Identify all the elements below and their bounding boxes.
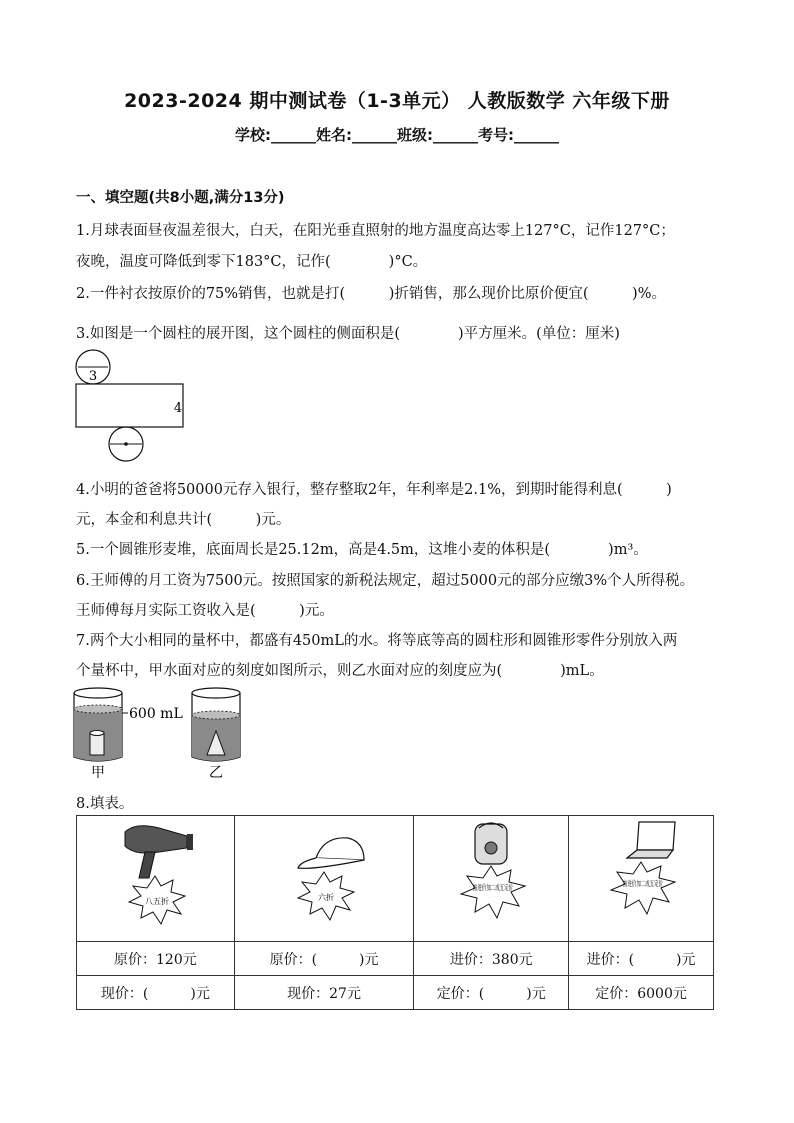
badge-text: 按进价加二成五定价 [623, 878, 691, 888]
table-row [77, 976, 714, 1010]
question-5: 5.一个圆锥形麦堆，底面周长是25.12m，高是4.5m，这堆小麦的体积是( )m³。 [76, 542, 648, 558]
table-cell-hairdryer [77, 816, 235, 942]
table-cell-cap [234, 816, 414, 942]
hairdryer-icon [95, 818, 215, 936]
cup-mark-label: 600 mL [129, 706, 183, 722]
radius-label: 3 [88, 369, 98, 384]
question-2: 2.一件衬衣按原价的75%销售，也就是打( )折销售，那么现价比原价便宜( )%。 [76, 286, 666, 302]
table-cell: 现价：27元 [234, 976, 414, 1010]
table-cell-laptop [569, 816, 714, 942]
question-4-line-1: 4.小明的爸爸将50000元存入银行，整存整取2年，年利率是2.1%，到期时能得利息( ) [76, 482, 672, 498]
table-cell: 现价：( )元 [77, 976, 235, 1010]
question-6-line-2: 王师傅每月实际工资收入是( )元。 [76, 603, 334, 619]
question-1-line-2: 夜晚，温度可降低到零下183°C，记作( )°C。 [76, 254, 428, 270]
question-8: 8.填表。 [76, 796, 134, 812]
table-cell: 进价：380元 [414, 942, 569, 976]
cap-icon [264, 818, 384, 936]
badge-text: 八五折 [145, 896, 170, 906]
question-6-line-1: 6.王师傅的月工资为7500元。按照国家的新税法规定，超过5000元的部分应缴3%个人所得税。 [76, 573, 695, 589]
question-7-line-2: 个量杯中，甲水面对应的刻度如图所示，则乙水面对应的刻度应为( )mL。 [76, 663, 604, 679]
cup-b-label: 乙 [209, 765, 223, 781]
measuring-cups-figure [70, 685, 250, 781]
cylinder-net-figure [74, 348, 188, 464]
table-cell: 原价：( )元 [234, 942, 414, 976]
table-cell: 定价：6000元 [569, 976, 714, 1010]
table-cell-rice-cooker [414, 816, 569, 942]
student-info-line: 学校:______姓名:______班级:______考号:______ [235, 126, 559, 144]
table-row [77, 942, 714, 976]
table-cell: 原价：120元 [77, 942, 235, 976]
section-heading: 一、填空题(共8小题,满分13分) [76, 190, 285, 206]
rice-cooker-icon [431, 818, 551, 936]
page-title: 2023-2024 期中测试卷（1-3单元） 人教版数学 六年级下册 [124, 90, 670, 112]
table-cell: 定价：( )元 [414, 976, 569, 1010]
table-cell: 进价：( )元 [569, 942, 714, 976]
question-7-line-1: 7.两个大小相同的量杯中，都盛有450mL的水。将等底等高的圆柱形和圆锥形零件分别放入两 [76, 633, 678, 649]
question-1-line-1: 1.月球表面昼夜温差很大，白天，在阳光垂直照射的地方温度高达零上127°C，记作127°C； [76, 223, 675, 239]
cup-a-label: 甲 [91, 765, 105, 781]
pricing-table [76, 815, 714, 1010]
table-image-row [77, 816, 714, 942]
badge-text: 六折 [318, 892, 335, 902]
question-3: 3.如图是一个圆柱的展开图，这个圆柱的侧面积是( )平方厘米。(单位：厘米) [76, 326, 620, 342]
badge-text: 按进价加二成五定价 [473, 882, 541, 892]
height-label: 4 [173, 401, 183, 416]
question-4-line-2: 元，本金和利息共计( )元。 [76, 512, 291, 528]
laptop-icon [581, 818, 701, 936]
